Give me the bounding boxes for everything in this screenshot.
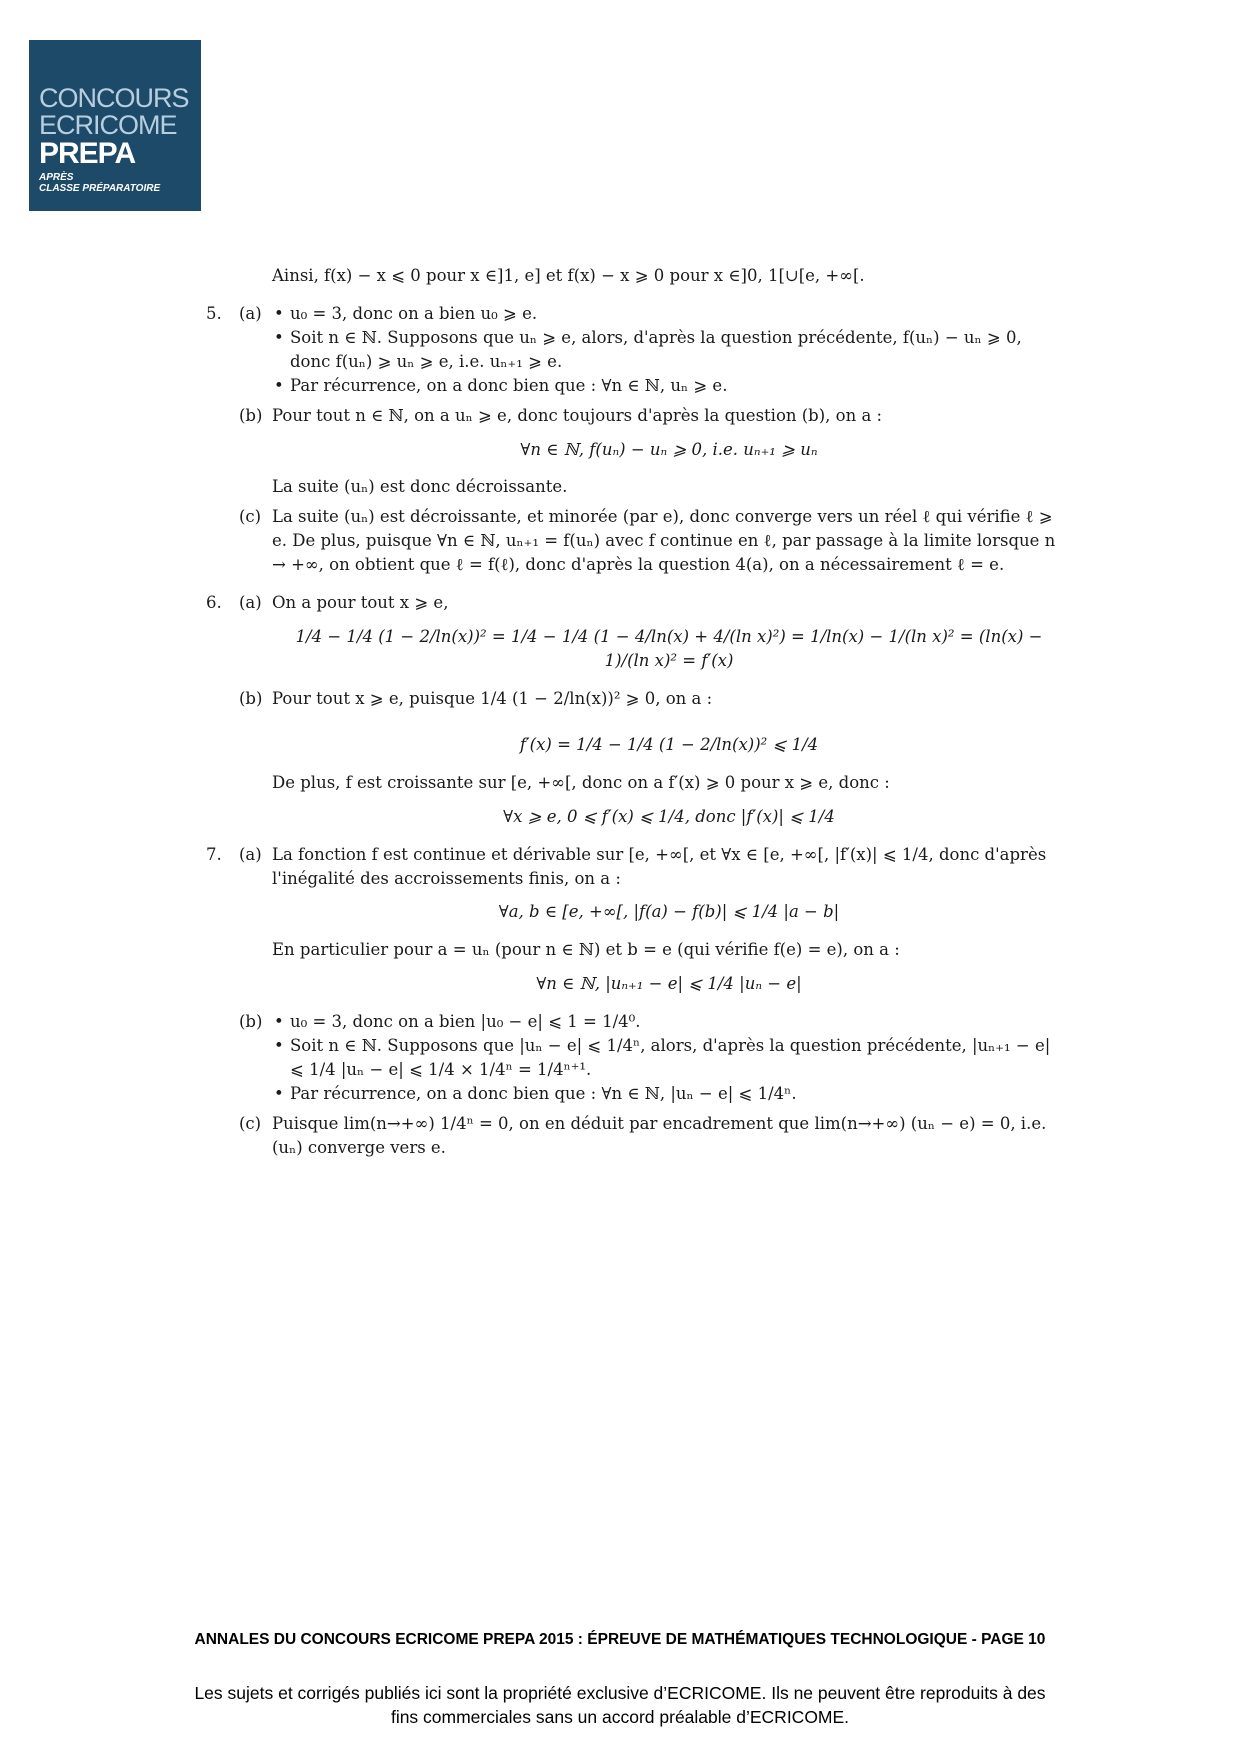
part-label: (c) bbox=[239, 507, 262, 527]
paragraph: Puisque lim(n→+∞) 1/4ⁿ = 0, on en déduit par encadrement que lim(n→+∞) (uₙ − e) = 0, i.e. (uₙ) converge vers e. bbox=[272, 1113, 1047, 1157]
part-label: (a) bbox=[239, 303, 262, 323]
footer-note-line: fins commerciales sans un accord préalable d’ECRICOME. bbox=[390, 1706, 850, 1727]
bullet-item bbox=[272, 1082, 1066, 1106]
question-number: 7. bbox=[206, 844, 222, 864]
bullet-text: Par récurrence, on a donc bien que : ∀n ∈ ℕ, uₙ ⩾ e. bbox=[290, 375, 728, 395]
question-number: 5. bbox=[206, 303, 222, 323]
question-5-c bbox=[206, 505, 1066, 577]
bullet-item bbox=[272, 302, 1066, 326]
question-5-b bbox=[206, 404, 1066, 500]
part-label: (c) bbox=[239, 1113, 262, 1133]
part-label: (b) bbox=[239, 405, 263, 425]
intro-line bbox=[206, 264, 1066, 288]
bullet-item bbox=[272, 374, 1066, 398]
display-equation: ∀x ⩾ e, 0 ⩽ f′(x) ⩽ 1/4, donc |f′(x)| ⩽ 1/4 bbox=[503, 806, 835, 826]
paragraph: On a pour tout x ⩾ e, bbox=[272, 593, 449, 613]
footer-title: ANNALES DU CONCOURS ECRICOME PREPA 2015 : ÉPREUVE DE MATHÉMATIQUES TECHNOLOGIQUE - PAGE 10 bbox=[194, 1631, 1046, 1648]
paragraph: Pour tout x ⩾ e, puisque 1/4 (1 − 2/ln(x))² ⩾ 0, on a : bbox=[272, 688, 713, 708]
paragraph: En particulier pour a = uₙ (pour n ∈ ℕ) et b = e (qui vérifie f(e) = e), on a : bbox=[272, 940, 900, 960]
question-7-a bbox=[206, 843, 1066, 997]
page-body bbox=[206, 264, 1066, 1160]
ecricome-logo bbox=[29, 40, 201, 211]
logo-line-apres: APRÈS bbox=[39, 172, 74, 183]
question-6-a bbox=[206, 591, 1066, 673]
question-7-c bbox=[206, 1112, 1066, 1160]
footer-copyright-note bbox=[140, 1682, 1100, 1729]
question-5-a bbox=[206, 302, 1066, 398]
bullet-text: Soit n ∈ ℕ. Supposons que uₙ ⩾ e, alors, d'après la question précédente, f(uₙ) − uₙ ⩾ 0, donc f(uₙ) ⩾ uₙ ⩾ e, i.e. uₙ₊₁ ⩾ e. bbox=[290, 327, 1022, 371]
footer-note-line: Les sujets et corrigés publiés ici sont la propriété exclusive d’ECRICOME. Ils ne peuvent être reproduits à des bbox=[194, 1683, 1046, 1703]
display-equation: ∀n ∈ ℕ, f(uₙ) − uₙ ⩾ 0, i.e. uₙ₊₁ ⩾ uₙ bbox=[520, 439, 818, 459]
part-label: (b) bbox=[239, 688, 263, 708]
bullet-text: Soit n ∈ ℕ. Supposons que |uₙ − e| ⩽ 1/4ⁿ, alors, d'après la question précédente, |uₙ₊₁ − e| ⩽ 1/4 |uₙ − e| ⩽ 1/4 × 1/4ⁿ = 1/4ⁿ⁺¹. bbox=[290, 1036, 1051, 1080]
logo-line-classe: CLASSE PRÉPARATOIRE bbox=[39, 183, 161, 194]
paragraph: La suite (uₙ) est donc décroissante. bbox=[272, 477, 568, 497]
part-label: (b) bbox=[239, 1012, 263, 1032]
bullet-item bbox=[272, 326, 1066, 374]
bullet-item bbox=[272, 1010, 1066, 1034]
question-number: 6. bbox=[206, 593, 222, 613]
bullet-text: Par récurrence, on a donc bien que : ∀n ∈ ℕ, |uₙ − e| ⩽ 1/4ⁿ. bbox=[290, 1083, 797, 1103]
paragraph: Pour tout n ∈ ℕ, on a uₙ ⩾ e, donc toujours d'après la question (b), on a : bbox=[272, 405, 883, 425]
display-equation: ∀a, b ∈ [e, +∞[, |f(a) − f(b)| ⩽ 1/4 |a − b| bbox=[498, 902, 840, 922]
display-equation: 1/4 − 1/4 (1 − 2/ln(x))² = 1/4 − 1/4 (1 − 4/ln(x) + 4/(ln x)²) = 1/ln(x) − 1/(ln x)² = (ln(x) − 1)/(ln x)² = f′(x) bbox=[295, 627, 1043, 670]
paragraph: La suite (uₙ) est décroissante, et minorée (par e), donc converge vers un réel ℓ qui vérifie ℓ ⩾ e. De plus, puisque ∀n ∈ ℕ, uₙ₊₁ = f(uₙ) avec f continue en ℓ, par passage à la limite lorsque n → +∞, on obtient que ℓ = f(ℓ), donc d'après la question 4(a), on a nécessairement ℓ = e. bbox=[272, 507, 1056, 575]
display-equation: f′(x) = 1/4 − 1/4 (1 − 2/ln(x))² ⩽ 1/4 bbox=[519, 734, 819, 754]
part-label: (a) bbox=[239, 844, 262, 864]
paragraph: De plus, f est croissante sur [e, +∞[, donc on a f′(x) ⩾ 0 pour x ⩾ e, donc : bbox=[272, 772, 890, 792]
intro-text: Ainsi, f(x) − x ⩽ 0 pour x ∈]1, e] et f(x) − x ⩾ 0 pour x ∈]0, 1[∪[e, +∞[. bbox=[272, 266, 865, 285]
question-6-b bbox=[206, 687, 1066, 829]
part-label: (a) bbox=[239, 593, 262, 613]
bullet-text: u₀ = 3, donc on a bien |u₀ − e| ⩽ 1 = 1/4⁰. bbox=[290, 1012, 641, 1032]
logo-line-concours: CONCOURS bbox=[39, 83, 189, 113]
question-7-b bbox=[206, 1010, 1066, 1106]
bullet-text: u₀ = 3, donc on a bien u₀ ⩾ e. bbox=[290, 303, 538, 323]
display-equation: ∀n ∈ ℕ, |uₙ₊₁ − e| ⩽ 1/4 |uₙ − e| bbox=[536, 974, 802, 994]
bullet-item bbox=[272, 1034, 1066, 1082]
logo-line-ecricome: ECRICOME bbox=[39, 110, 177, 140]
logo-line-prepa: PREPA bbox=[39, 137, 136, 170]
paragraph: La fonction f est continue et dérivable sur [e, +∞[, et ∀x ∈ [e, +∞[, |f′(x)| ⩽ 1/4, donc d'après l'inégalité des accroissements finis, on a : bbox=[272, 844, 1047, 888]
